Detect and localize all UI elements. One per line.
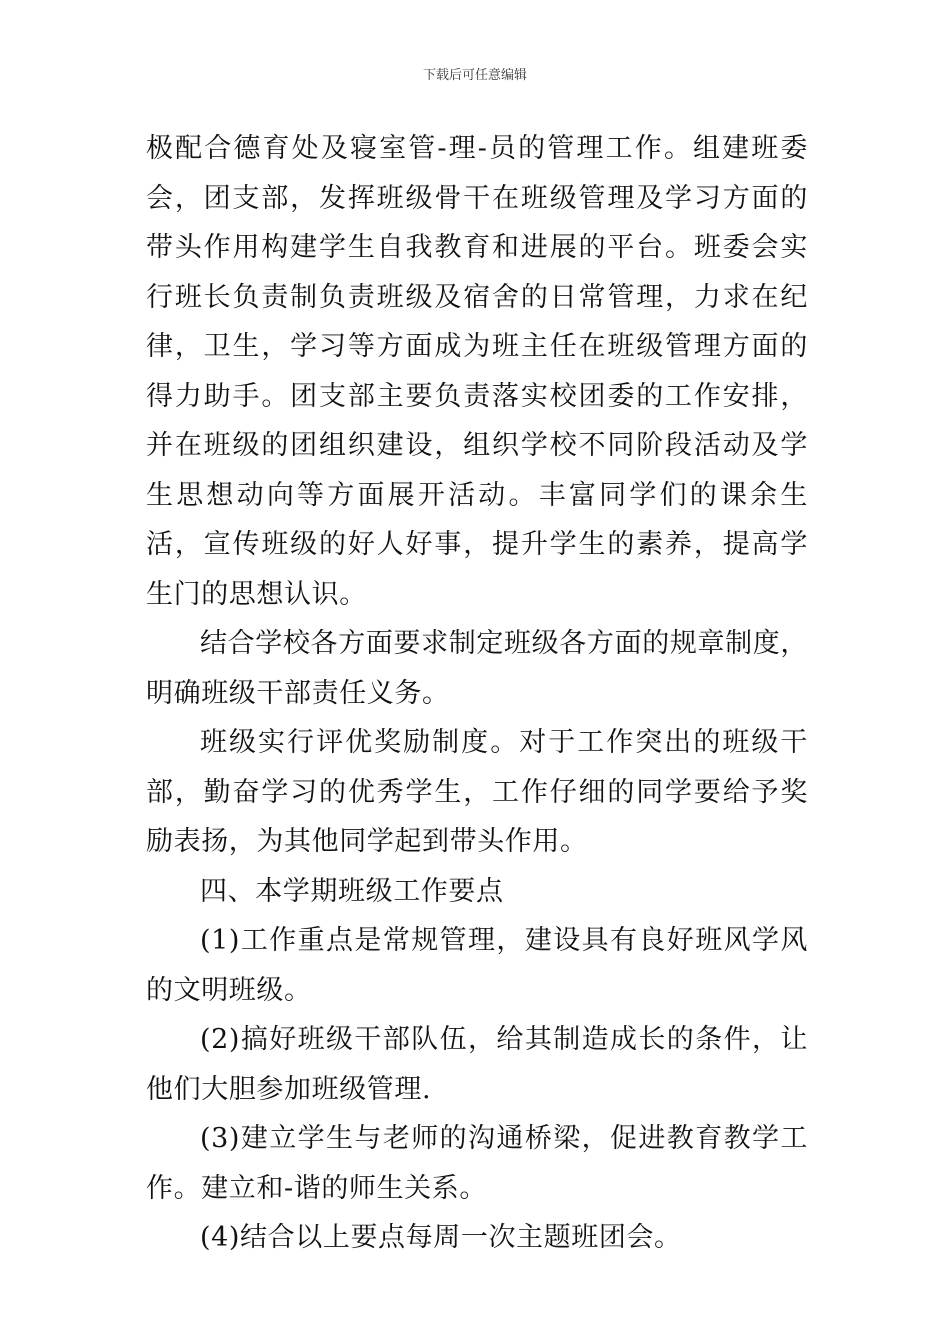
section-heading-key-points: 四、本学期班级工作要点 [200,875,504,907]
list-item-point-2: (2)搞好班级干部队伍，给其制造成长的条件，让他们大胆参加班级管理. [146,1024,808,1105]
page-header: 下载后可任意编辑 [422,68,527,83]
list-item-point-3: (3)建立学生与老师的沟通桥梁，促进教育教学工作。建立和-谐的师生关系。 [146,1123,808,1204]
document-body [146,124,808,1263]
paragraph-rewards: 班级实行评优奖励制度。对于工作突出的班级干部，勤奋学习的优秀学生，工作仔细的同学要给予奖励表扬，为其他同学起到带头作用。 [146,727,808,857]
paragraph-rules: 结合学校各方面要求制定班级各方面的规章制度，明确班级干部责任义务。 [146,628,808,709]
paragraph-class-committee: 极配合德育处及寝室管-理-员的管理工作。组建班委会，团支部，发挥班级骨干在班级管理及学习方面的带头作用构建学生自我教育和进展的平台。班委会实行班长负责制负责班级及宿舍的日常管理，力求在纪律，卫生，学习等方面成为班主任在班级管理方面的得力助手。团支部主要负责落实校团委的工作安排，并在班级的团组织建设，组织学校不同阶段活动及学生思想动向等方面展开活动。丰富同学们的课余生活，宣传班级的好人好事，提升学生的素养，提高学生门的思想认识。 [146,133,808,610]
list-item-point-1: (1)工作重点是常规管理，建设具有良好班风学风的文明班级。 [146,925,808,1006]
list-item-point-4: (4)结合以上要点每周一次主题班团会。 [200,1222,682,1253]
